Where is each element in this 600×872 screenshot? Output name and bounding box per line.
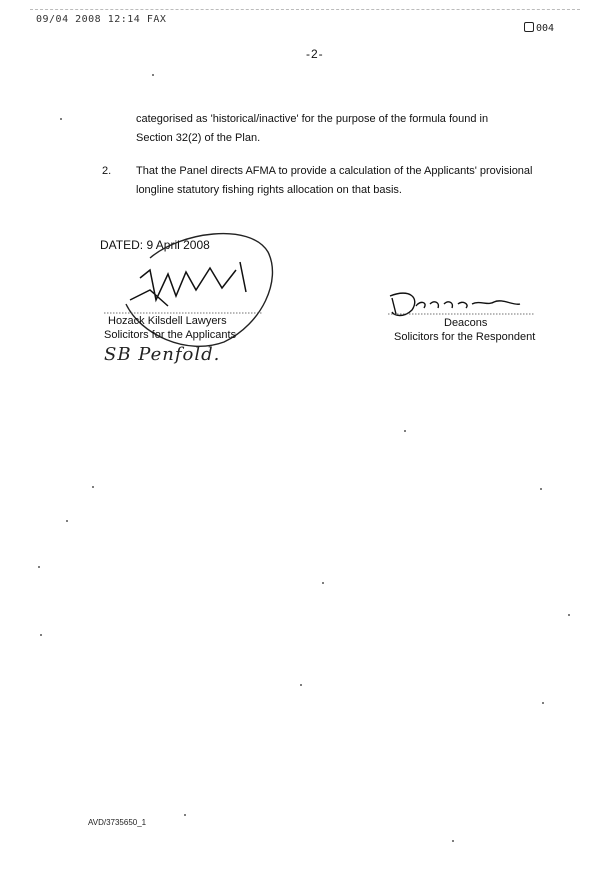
- footer-document-ref: AVD/3735650_1: [88, 818, 147, 827]
- respondent-solicitor-name: Deacons: [444, 317, 488, 329]
- scan-speck: [540, 488, 542, 490]
- scan-speck: [568, 614, 570, 616]
- scan-speck: [66, 520, 68, 522]
- applicants-solicitor-name: Hozack Kilsdell Lawyers: [108, 315, 227, 327]
- scan-speck: [92, 486, 94, 488]
- applicants-solicitor-role: Solicitors for the Applicants: [104, 329, 237, 341]
- scan-speck: [40, 634, 42, 636]
- fax-page-code: 004: [524, 22, 554, 34]
- scan-speck: [322, 582, 324, 584]
- scan-speck: [452, 840, 454, 842]
- scan-speck: [184, 814, 186, 816]
- scan-speck: [38, 566, 40, 568]
- scan-speck: [542, 702, 544, 704]
- item-2-text: That the Panel directs AFMA to provide a calculation of the Applicants' provisional longline statutory fishing rights allocation on that basis.: [136, 165, 533, 196]
- respondent-signature: [390, 293, 520, 315]
- dated-line: DATED: 9 April 2008: [100, 238, 210, 252]
- scan-speck: [300, 684, 302, 686]
- item-2-number: 2.: [102, 165, 112, 177]
- page-number: -2-: [306, 47, 324, 61]
- scan-speck: [60, 118, 62, 120]
- scan-speck: [404, 430, 406, 432]
- paragraph-continuation: categorised as 'historical/inactive' for the purpose of the formula found in Section 32(2) of the Plan.: [136, 113, 489, 144]
- respondent-solicitor-role: Solicitors for the Respondent: [394, 331, 536, 343]
- applicant-signature-scrawl: [130, 262, 246, 306]
- handwritten-signatory-name: SB Penfold.: [104, 344, 221, 365]
- fax-header-datetime: 09/04 2008 12:14 FAX: [36, 14, 167, 25]
- scan-speck: [152, 74, 154, 76]
